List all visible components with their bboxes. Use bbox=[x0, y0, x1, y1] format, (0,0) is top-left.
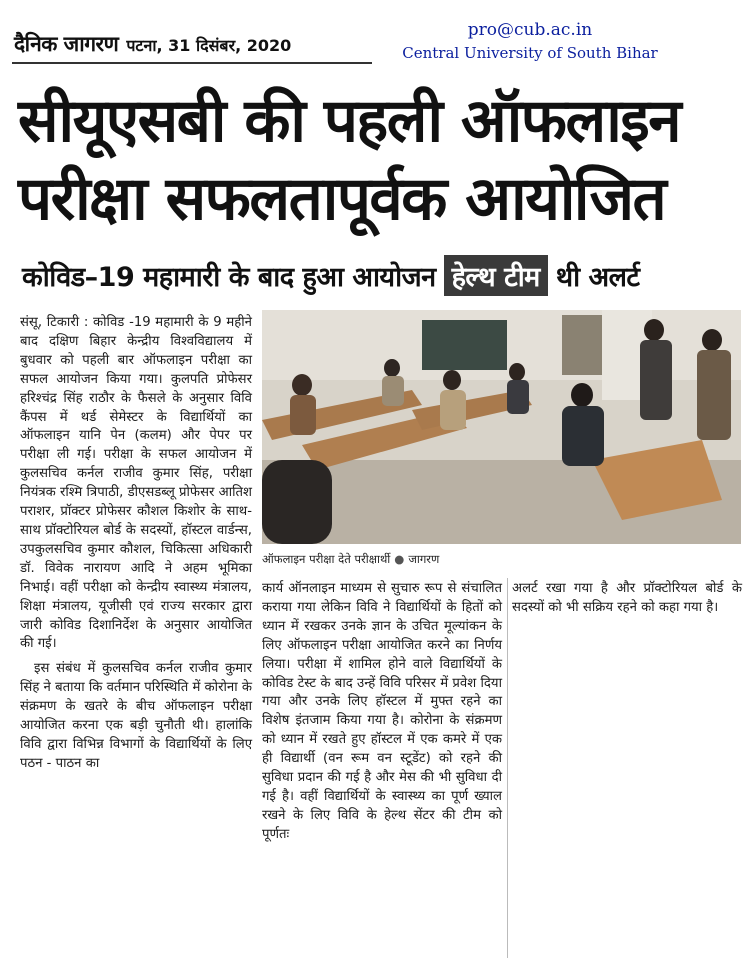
newspaper-logo: दैनिक जागरण bbox=[14, 32, 119, 56]
article-column-3 bbox=[512, 580, 742, 618]
caption-text: ऑफलाइन परीक्षा देते परीक्षार्थी bbox=[262, 552, 391, 566]
masthead bbox=[14, 30, 291, 58]
subheadline bbox=[22, 255, 640, 296]
column-divider bbox=[507, 578, 508, 958]
contact-email[interactable]: pro@cub.ac.in bbox=[467, 20, 593, 40]
article-paragraph: संसू, टिकारी : कोविड -19 महामारी के 9 महीने बाद दक्षिण बिहार केन्द्रीय विश्वविद्यालय में बुधवार को पहली बार ऑफलाइन परीक्षा का सफल आयोजन किया गया। कुलपति प्रोफेसर हरिश्चंद्र सिंह राठौर के फैसले के अनुसार विवि कैंपस में थर्ड सेमेस्टर के विद्यार्थियों का ऑफलाइन यानि पेन (कलम) और पेपर पर परीक्षा ली गई। परीक्षा के सफल आयोजन में कुलसचिव कर्नल राजीव कुमार सिंह, परीक्षा नियंत्रक रश्मि त्रिपाठी, डीएसडब्लू प्रोफेसर आतिश पराशर, प्रॉक्टर प्रोफेसर कौशल किशोर के साथ-साथ प्रॉक्टोरियल बोर्ड के सदस्यों, हॉस्टल वार्डन्स, उपकुलसचिव कुमार कौशल, चिकित्सा अधिकारी डॉ. विवेक नारायण आदि ने अहम भूमिका निभाई। वहीं परीक्षा को केन्द्रीय स्वास्थ्य मंत्रालय, शिक्षा मंत्रालय, यूजीसी एवं राज्य सरकार द्वारा जारी कोविड दिशानिर्देश के अनुसार आयोजित की गई। bbox=[20, 315, 252, 652]
article-paragraph: कार्य ऑनलाइन माध्यम से सुचारु रूप से संचालित कराया गया लेकिन विवि ने विद्यार्थियों के हितों को ध्यान में रखकर उनके ज्ञान के उचित मूल्यांकन के लिए ऑफलाइन परीक्षा आयोजित करने का निर्णय लिया। परीक्षा में शामिल होने वाले विद्यार्थियों के कोविड टेस्ट के बाद उन्हें विवि परिसर में प्रवेश दिया गया और उनके लिए हॉस्टल में मुफ्त रहने का विशेष इंतजाम किया गया है। कोरोना के संक्रमण को ध्यान में रखते हुए हॉस्टल में एक कमरे में एक ही विद्यार्थी (वन रूम वन स्टूडेंट) को रहने की सुविधा प्रदान की गई है और मेस की भी सुविधा दी गई है। वहीं विद्यार्थियों के स्वास्थ्य का पूर्ण ख्याल रखने के लिए विवि के हेल्थ सेंटर की टीम को पूर्णतः bbox=[262, 581, 502, 842]
headline-line-2: परीक्षा सफलतापूर्वक आयोजित bbox=[18, 164, 666, 234]
university-name: Central University of South Bihar bbox=[402, 44, 658, 62]
article-paragraph: इस संबंध में कुलसचिव कर्नल राजीव कुमार सिंह ने बताया कि वर्तमान परिस्थिति में कोरोना के संक्रमण के खतरे के बीच ऑफलाइन परीक्षा आयोजित करना एक बड़ी चुनौती थी। हालांकि विवि द्वारा विभिन्न विभागों के विद्यार्थियों के लिए पठन - पाठन का bbox=[20, 661, 252, 771]
dateline: पटना, 31 दिसंबर, 2020 bbox=[126, 36, 292, 55]
article-column-1 bbox=[20, 314, 252, 774]
photo-credit: जागरण bbox=[408, 552, 440, 566]
subhead-tail: थी अलर्ट bbox=[555, 262, 640, 293]
subhead-text: कोविड–19 महामारी के बाद हुआ आयोजन bbox=[22, 262, 436, 293]
article-column-2 bbox=[262, 580, 502, 845]
exam-hall-photo bbox=[262, 310, 741, 544]
headline bbox=[18, 82, 738, 238]
contact-block bbox=[380, 20, 680, 62]
article-paragraph: अलर्ट रखा गया है और प्रॉक्टोरियल बोर्ड के सदस्यों को भी सक्रिय रहने को कहा गया है। bbox=[512, 581, 742, 615]
photo-caption bbox=[262, 552, 439, 567]
headline-line-1: सीयूएसबी की पहली ऑफलाइन bbox=[18, 86, 681, 156]
subhead-highlight: हेल्थ टीम bbox=[444, 255, 548, 296]
bullet-icon: ● bbox=[394, 552, 405, 566]
masthead-rule bbox=[12, 62, 372, 64]
